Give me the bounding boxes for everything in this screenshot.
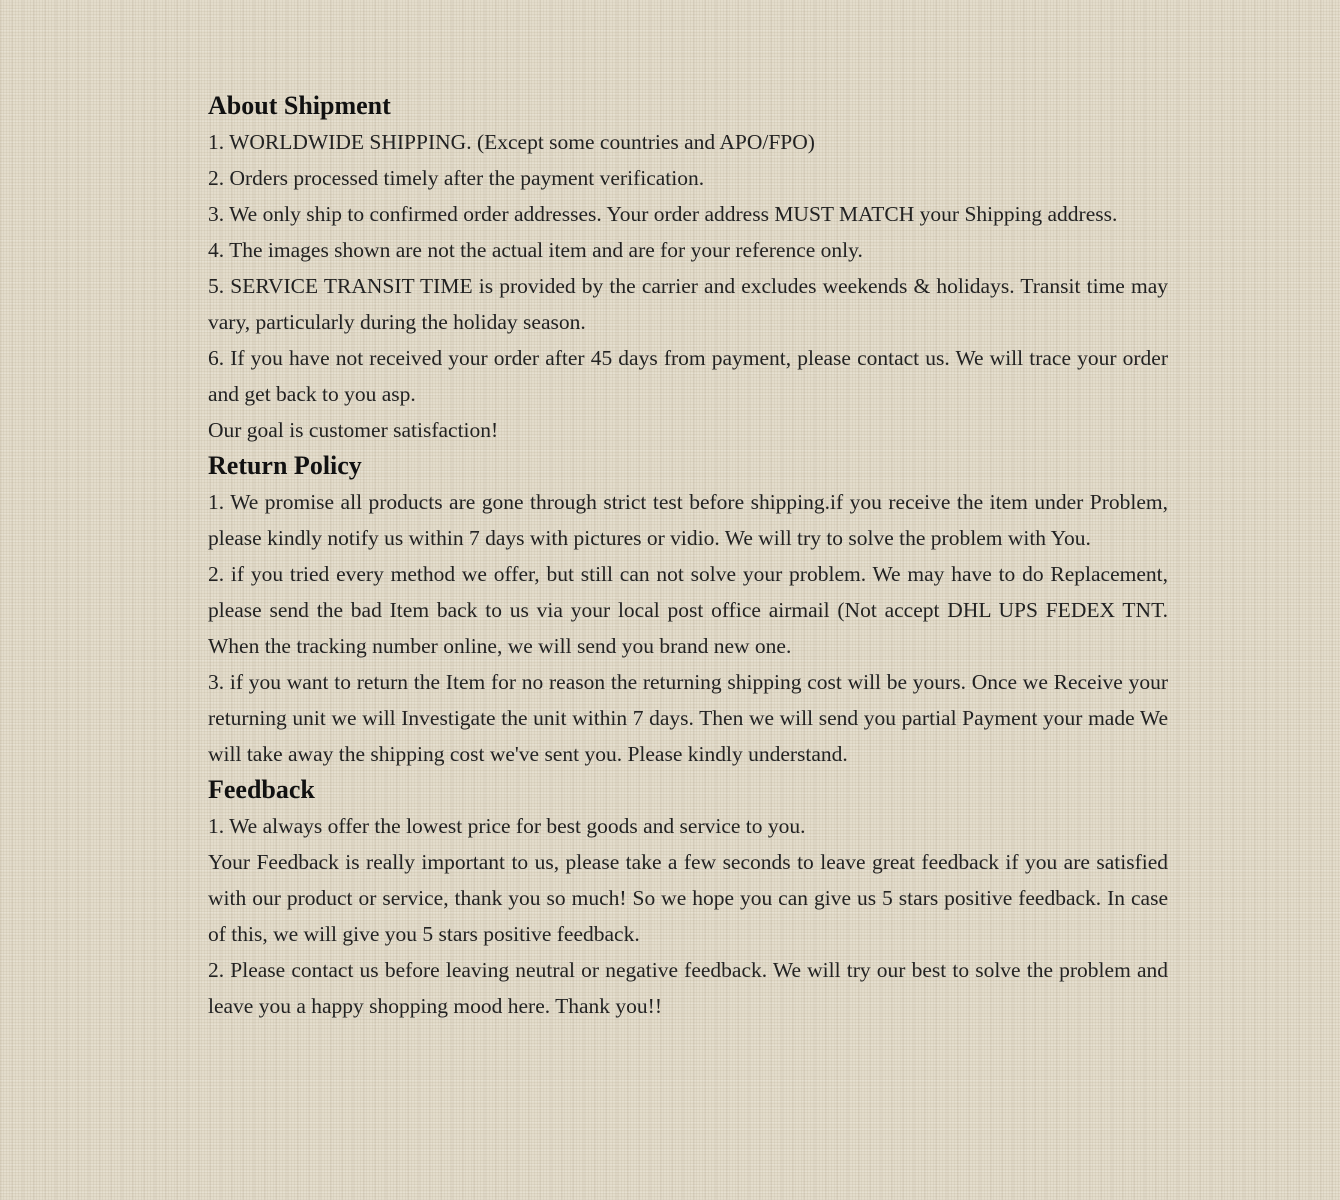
return-item-1: 1. We promise all products are gone through strict test before shipping.if you receive the item under Problem, please kindly notify us within 7 days with pictures or vidio. We will try to solve the problem with You. [208, 490, 1168, 550]
feedback-item-2: 2. Please contact us before leaving neutral or negative feedback. We will try our best to solve the problem and leave you a happy shopping mood here. Thank you!! [208, 958, 1168, 1018]
feedback-item-1: 1. We always offer the lowest price for best goods and service to you. [208, 814, 806, 838]
shipment-item-2: 2. Orders processed timely after the payment verification. [208, 166, 705, 190]
section-heading: Return Policy [208, 451, 362, 480]
shipment-item-3: 3. We only ship to confirmed order addresses. Your order address MUST MATCH your Shipping address. [208, 202, 1118, 226]
shipment-item-5: 5. SERVICE TRANSIT TIME is provided by the carrier and excludes weekends & holidays. Transit time may vary, particularly during the holiday season. [208, 274, 1168, 334]
return-policy-section [208, 448, 1168, 772]
shipment-goal: Our goal is customer satisfaction! [208, 418, 499, 442]
return-item-2: 2. if you tried every method we offer, but still can not solve your problem. We may have to do Replacement, please send the bad Item back to us via your local post office airmail (Not accept DHL UPS FEDEX TNT. When the tracking number online, we will send you brand new one. [208, 562, 1168, 658]
section-heading: About Shipment [208, 91, 391, 120]
section-heading: Feedback [208, 775, 315, 804]
feedback-section [208, 772, 1168, 1024]
policy-document [208, 88, 1168, 1024]
shipment-item-1: 1. WORLDWIDE SHIPPING. (Except some countries and APO/FPO) [208, 130, 815, 154]
return-item-3: 3. if you want to return the Item for no reason the returning shipping cost will be yours. Once we Receive your returning unit we will Investigate the unit within 7 days. Then we will send you partial Payment your made We will take away the shipping cost we've sent you. Please kindly understand. [208, 670, 1168, 766]
about-shipment-section [208, 88, 1168, 448]
feedback-request: Your Feedback is really important to us, please take a few seconds to leave great feedback if you are satisfied with our product or service, thank you so much! So we hope you can give us 5 stars positive feedback. In case of this, we will give you 5 stars positive feedback. [208, 850, 1168, 946]
shipment-item-4: 4. The images shown are not the actual item and are for your reference only. [208, 238, 863, 262]
shipment-item-6: 6. If you have not received your order after 45 days from payment, please contact us. We will trace your order and get back to you asp. [208, 346, 1168, 406]
